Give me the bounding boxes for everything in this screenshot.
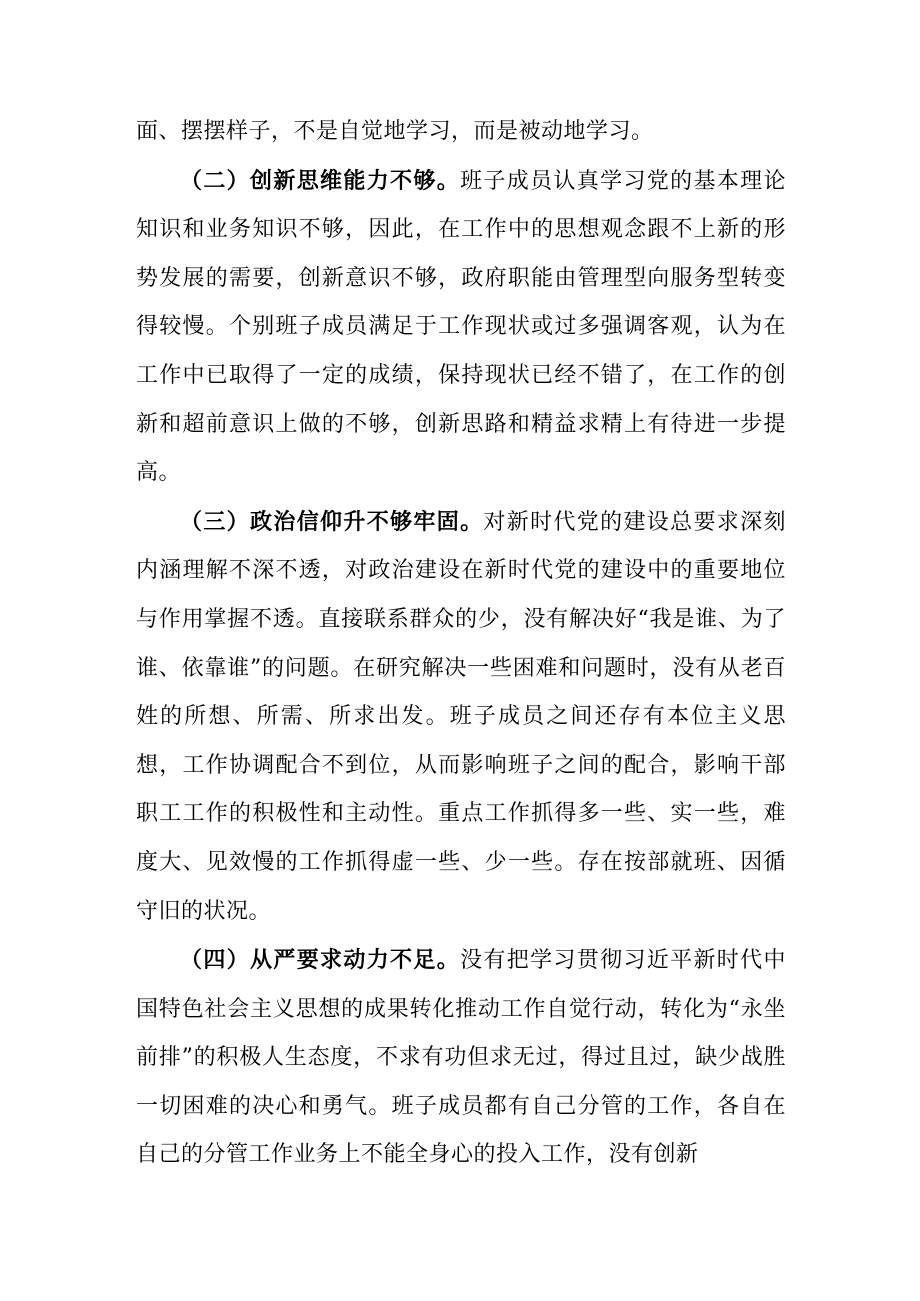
section-heading-3: （三）政治信仰升不够牢固。 (180, 508, 484, 535)
paragraph-strict-requirements (136, 936, 786, 1180)
paragraph-text: 对新时代党的建设总要求深刻内涵理解不深不透，对政治建设在新时代党的建设中的重要地位与作用掌握不透。直接联系群众的少，没有解决好“我是谁、为了谁、依靠谁”的问题。在研究解决一些困难和问题时，没有从老百姓的所想、所需、所求出发。班子成员之间还存有本位主义思想，工作协调配合不到位，从而影响班子之间的配合，影响干部职工工作的积极性和主动性。重点工作抓得多一些、实一些，难度大、见效慢的工作抓得虚一些、少一些。存在按部就班、因循守旧的状况。 (136, 509, 786, 924)
paragraph-text: 面、摆摆样子，不是自觉地学习，而是被动地学习。 (136, 119, 654, 144)
section-heading-2: （二）创新思维能力不够。 (180, 167, 461, 194)
paragraph-innovation (136, 157, 786, 498)
paragraph-political-belief (136, 498, 786, 936)
paragraph-continuation (136, 108, 786, 157)
paragraph-text: 没有把学习贯彻习近平新时代中国特色社会主义思想的成果转化推动工作自觉行动，转化为“永坐前排”的积极人生态度，不求有功但求无过，得过且过，缺少战胜一切困难的决心和勇气。班子成员都有自己分管的工作，各自在自己的分管工作业务上不能全身心的投入工作，没有创新 (136, 948, 786, 1168)
paragraph-text: 班子成员认真学习党的基本理论知识和业务知识不够，因此，在工作中的思想观念跟不上新的形势发展的需要，创新意识不够，政府职能由管理型向服务型转变得较慢。个别班子成员满足于工作现状或过多强调客观，认为在工作中已取得了一定的成绩，保持现状已经不错了，在工作的创新和超前意识上做的不够，创新思路和精益求精上有待进一步提高。 (136, 168, 786, 486)
document-body (136, 108, 786, 1180)
section-heading-4: （四）从严要求动力不足。 (180, 947, 461, 974)
